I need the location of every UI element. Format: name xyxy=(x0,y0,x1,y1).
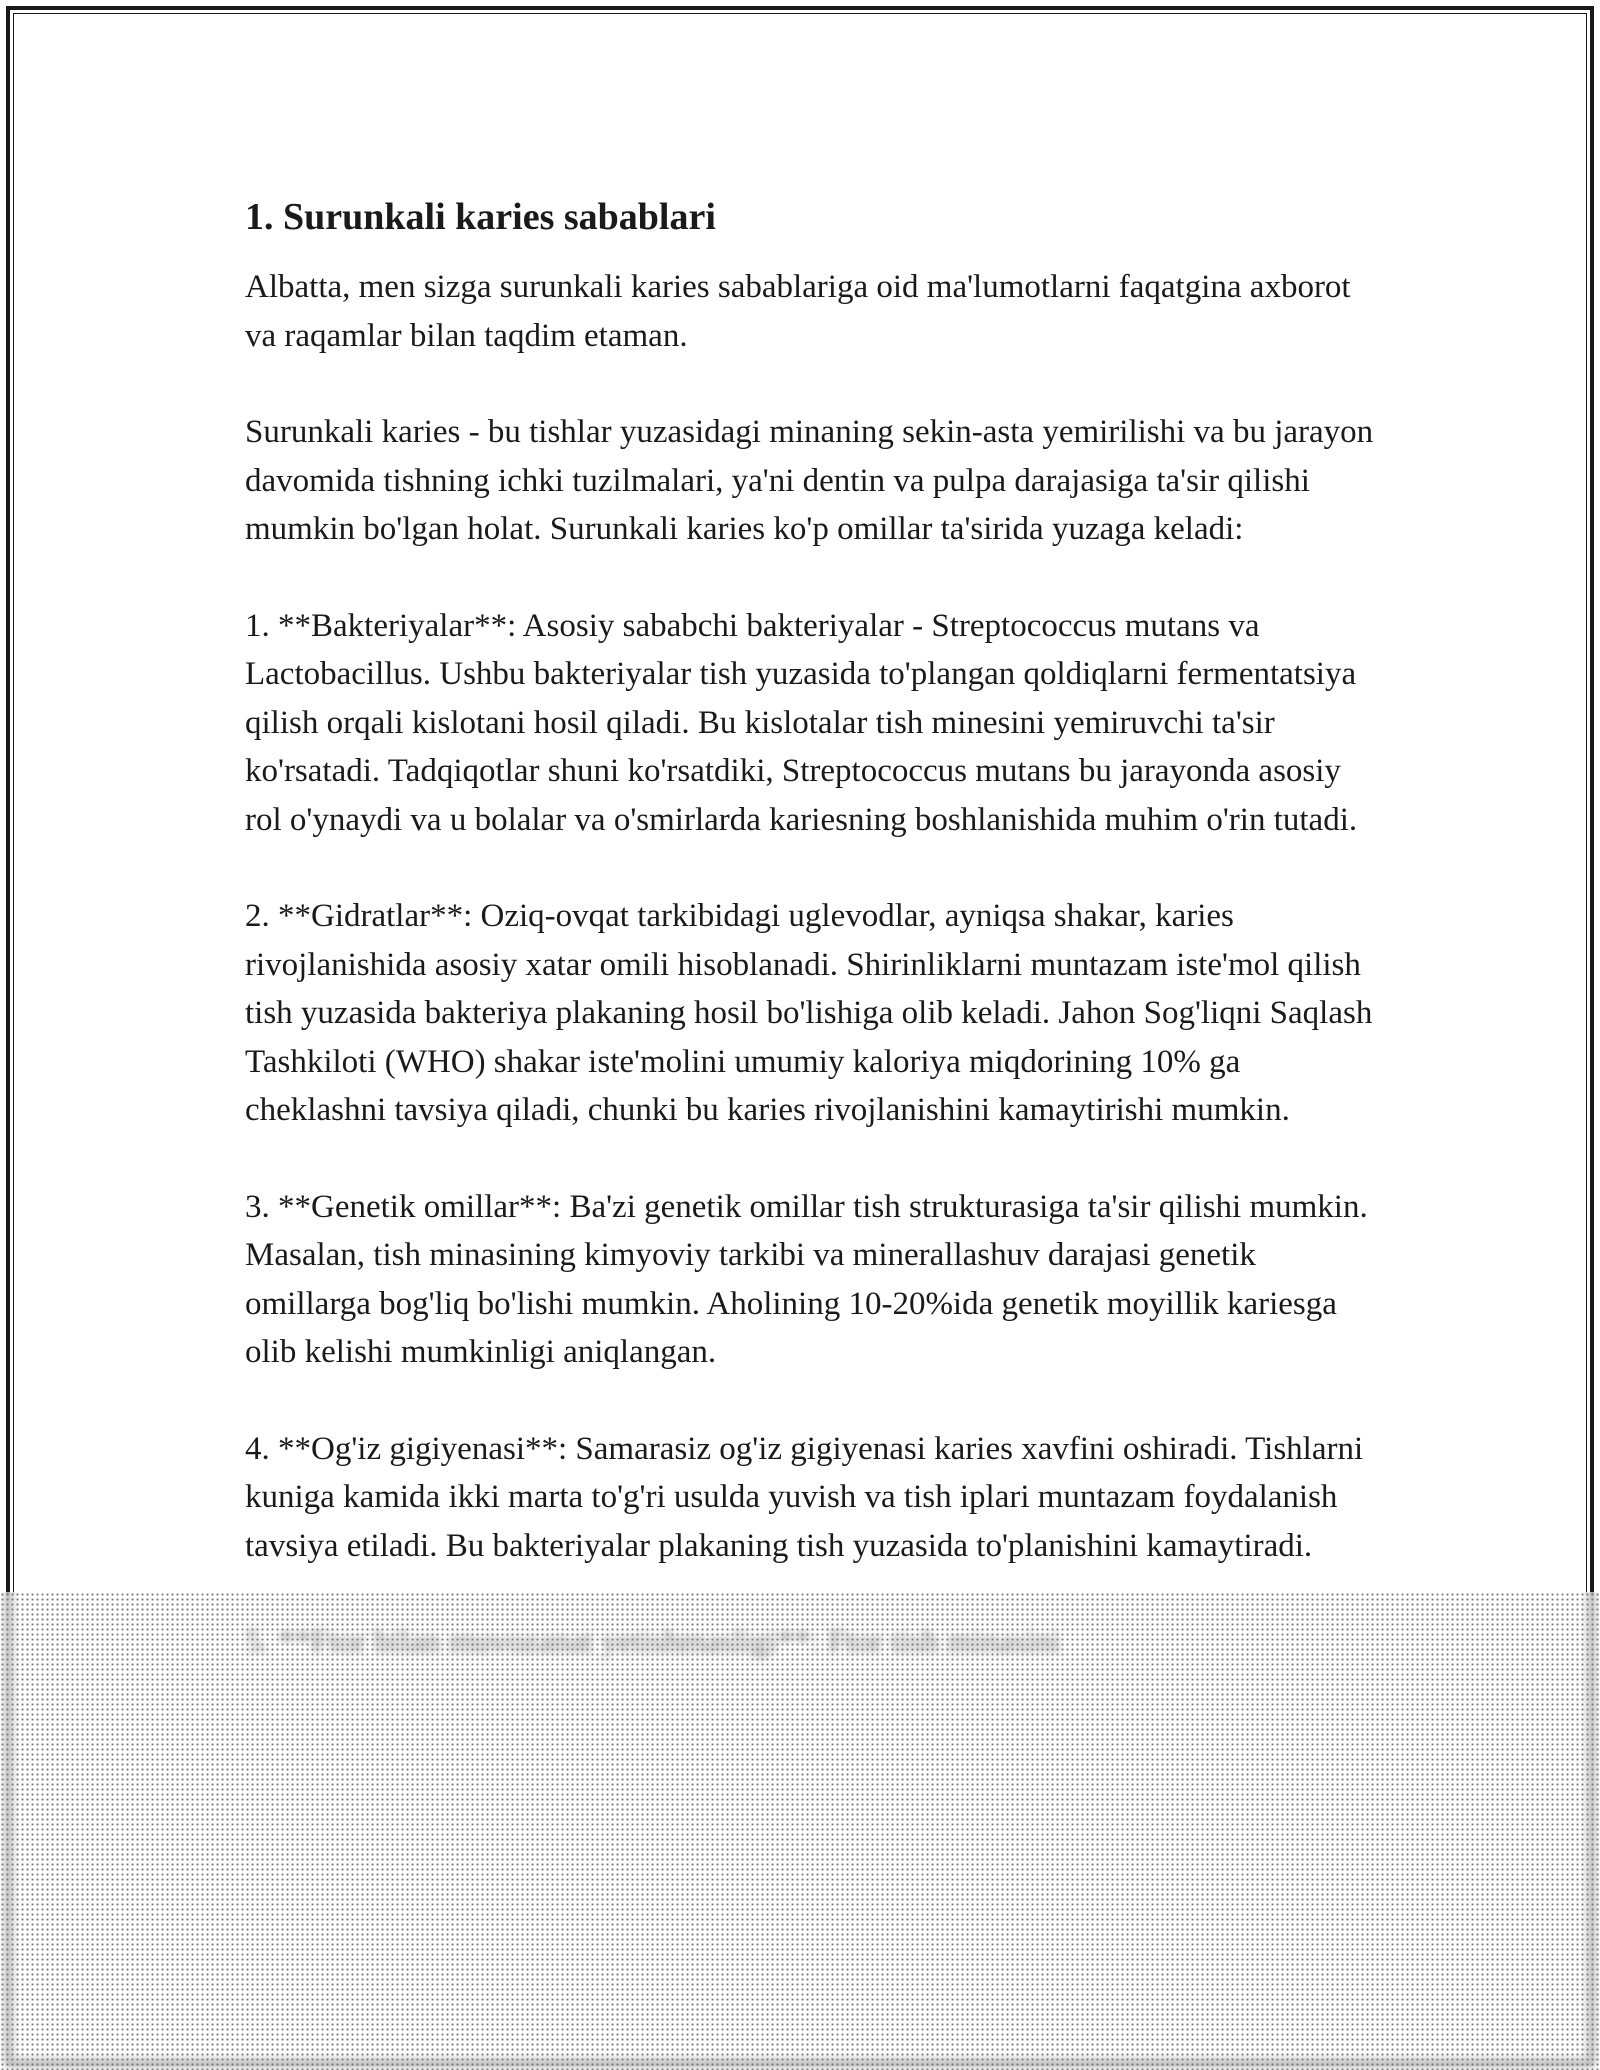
document-title: 1. Surunkali karies sabablari xyxy=(245,196,716,238)
list-item-carbohydrates: 2. **Gidratlar**: Oziq-ovqat tarkibidagi uglevodlar, ayniqsa shakar, karies rivojlanishida asosiy xatar omili hisoblanadi. Shirinliklarni muntazam iste'mol qilish tish yuzasida bakteriya plakaning hosil bo'lishiga olib keladi. Jahon Sog'liqni Saqlash Tashkiloti (WHO) shakar iste'molini umumiy kaloriya miqdorining 10% ga cheklashni tavsiya qiladi, chunki bu karies rivojlanishini kamaytirishi mumkin. xyxy=(245,898,1373,1128)
list-item-oral-hygiene: 4. **Og'iz gigiyenasi**: Samarasiz og'iz gigiyenasi karies xavfini oshiradi. Tishlarni kuniga kamida ikki marta to'g'ri usulda yuvish va tish iplari muntazam foydalanish tavsiya etiladi. Bu bakteriyalar plakaning tish yuzasida to'planishini kamaytiradi. xyxy=(245,1430,1364,1564)
definition-paragraph: Surunkali karies - bu tishlar yuzasidagi minaning sekin-asta yemirilishi va bu jarayon davomida tishning ichki tuzilmalari, ya'ni dentin va pulpa darajasiga ta'sir qilishi mumkin bo'lgan holat. Surunkali karies ko'p omillar ta'sirida yuzaga keladi: xyxy=(245,414,1374,547)
document-content xyxy=(245,195,1375,1715)
list-item-bacteria: 1. **Bakteriyalar**: Asosiy sababchi bakteriyalar - Streptococcus mutans va Lactobacillus. Ushbu bakteriyalar tish yuzasida to'plangan qoldiqlarni fermentatsiya qilish orqali kislotani hosil qiladi. Bu kislotalar tish minesini yemiruvchi ta'sir ko'rsatadi. Tadqiqotlar shuni ko'rsatdiki, Streptococcus mutans bu jarayonda asosiy rol o'ynaydi va u bolalar va o'smirlarda kariesning boshlanishida muhim o'rin tutadi. xyxy=(245,607,1358,838)
paywall-blur-overlay xyxy=(0,1592,1600,2070)
list-item-genetics: 3. **Genetik omillar**: Ba'zi genetik omillar tish strukturasiga ta'sir qilishi mumkin. Masalan, tish minasining kimyoviy tarkibi va minerallashuv darajasi genetik omillarga bog'liq bo'lishi mumkin. Aholining 10-20%ida genetik moyillik kariesga olib kelishi mumkinligi aniqlangan. xyxy=(245,1188,1368,1370)
intro-paragraph: Albatta, men sizga surunkali karies sabablariga oid ma'lumotlarni faqatgina axborot va raqamlar bilan taqdim etaman. xyxy=(245,269,1351,354)
